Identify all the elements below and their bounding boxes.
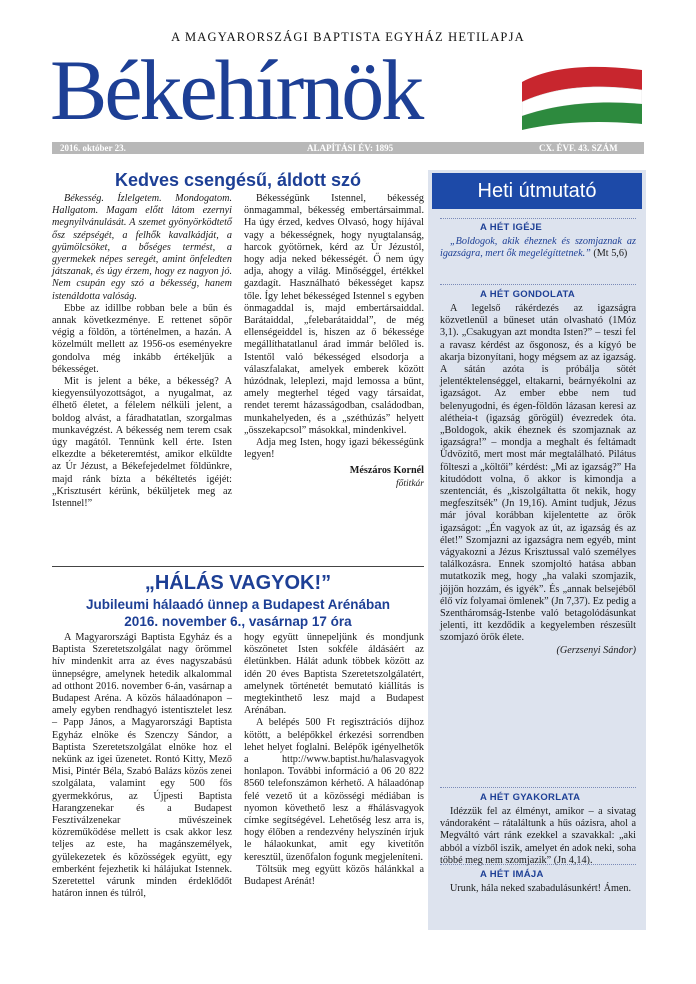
divider [440, 218, 636, 219]
article-column [244, 193, 424, 490]
article-column [52, 193, 232, 510]
issue-number: CX. ÉVF. 43. SZÁM [539, 143, 618, 153]
sidebar-author: (Gerzsenyi Sándor) [556, 644, 636, 656]
verse-text: „Boldogok, akik éheznek és szomjaznak az igazságra, mert ők megelégíttetnek.” [440, 236, 636, 260]
article-paragraph: Töltsük meg együtt közös hálánkkal a Budapest Arénát! [244, 863, 424, 888]
divider [52, 566, 424, 567]
tagline: A MAGYARORSZÁGI BAPTISTA EGYHÁZ HETILAPJA [171, 30, 525, 44]
divider [440, 864, 636, 865]
article-paragraph: Mit is jelent a béke, a békesség? A kiegyensúlyozottságot, a nyugalmat, az élhető életet, a félelem nélküli jelent, a boldog alvást, a fáradhatatlan, szorgalmas munkavégzést. A békesség nem terem csak úgy magától. Tennünk kell érte. Isten elkezdte a béketeremtést, amikor elküldte az Úr Jézust, a Békefejedelmet földünkre, majd ránk bízta a békéltetés igéjét: „Krisztusért kérünk, béküljetek meg az Istennel!” [52, 376, 232, 510]
article-paragraph: Ebbe az idillbe robban bele a bűn és annak következménye. E rettenet söpör végig a földön, a történelmen, a hazán. A közelmúlt mellett az 1956-os eseményekre gondolva még inkább értékeljük a békességet. [52, 302, 232, 375]
sidebar-section-text [440, 303, 636, 657]
sidebar-section-heading: A HÉT GONDOLATA [480, 289, 576, 300]
article-subtitle: Jubileumi hálaadó ünnep a Budapest Arénában [85, 597, 391, 612]
founded-year: ALAPÍTÁSI ÉV: 1895 [307, 143, 394, 153]
sidebar-paragraph: Idézzük fel az élményt, amikor – a sivatag vándoraként – rátaláltunk a hűs oázisra, ahol a Megváltó várt ránk ezekkel a szavakkal: „aki abból a vízből iszik, amelyet én adok neki, soha többé meg nem szomjazik” (Jn 4,14). [440, 806, 636, 866]
author-name: Mészáros Kornél [349, 465, 424, 477]
article-paragraph: hogy együtt ünnepeljünk és mondjunk köszönetet Isten sokféle áldásáért az életünkben. Hálát adunk többek között az idén 20 éves Baptista Szeretetszolgálatért, amelynek történetét bemutató kiállítás is megtekinthető lesz majd a Budapest Arénában. [244, 632, 424, 717]
article-paragraph: A Magyarországi Baptista Egyház és a Baptista Szeretetszolgálat nagy örömmel hív mindenkit arra az éves nagyszabású ünnepségre, amelynek hetedik alkalommal ad otthont 2016. november 6-án, vasárnap a Budapest Aréna. A közös hálaadónapon – amely egyben rendhagyó istentisztelet lesz – Papp János, a Magyarországi Baptista Egyház elnöke és Szenczy Sándor, a Baptista Szeretetszolgálat elnöke hoz el nekünk az igei üzenetet. Rontó Kitty, Mező Misi, Pintér Béla, Szabó Balázs közös zenei szolgálata, valamint egy 500 fős gyermekkórus, az Újpesti Baptista Harangzenekar és a Budapest Fesztiválzenekar művészeinek közreműködése mellett is csak akkor lesz teljes az este, ha magánszemélyek, gyülekezetek és közösségek együtt, egy emberként fejezhetik ki hálájukat Istennek. Szeretettel várunk minden érdeklődőt határon innen és túlról, [52, 632, 232, 900]
sidebar-title: Heti útmutató [432, 173, 642, 209]
verse-reference: (Mt 5,6) [593, 248, 628, 260]
article-paragraph: Adja meg Isten, hogy igazi békességünk legyen! [244, 437, 424, 461]
article-title: Kedves csengésű, áldott szó [114, 170, 362, 190]
sidebar-section-text [440, 806, 636, 867]
divider [440, 787, 636, 788]
article-title: „HÁLÁS VAGYOK!” [144, 572, 332, 594]
sidebar-paragraph: A legelső rákérdezés az igazságra közvetlenül a bűneset után olvasható (1Móz 3,1). „Csakugyan azt mondta Isten?” – teszi fel a ravasz kérdést az ősgonosz, és a kígyó be akarja bizonyítani, hogy mégsem az az igazság. A sátán azóta is próbálja sötét jelentéktelenséggel, eltakarni, beárnyékolni az igazságot. Az ember ebbe nem tud belenyugodni, és égen-földön lázasan keresi az alétheia-t (igazság görögül) évezredek óta. „Boldogok, akik éheznek és szomjaznak az igazságra!” – mondja a meghalt és feltámadt Üdvözítő, mert most már megtalálható. Pilátus fölteszi a „költői” kérdést: „Mi az igazság?” Ha kitudódott volna, ő akkor is kimondja a szentenciát, és „kiszolgáltatta őt nekik, hogy megfeszítsék” (Jn 19,16). Amint tudjuk, Jézus már jóval korábban kijelentette az örök igazságot: „Én vagyok az út, az igazság és az élet!” Szomjazni az igazságra nem egyéb, mint vágyakozni a Jézus Krisztussal való személyes találkozásra. Ennek szomjoltó hatása abban mutatkozik meg, hogy „ha valaki szomjazik, jöjjön hozzám, és igyék”. És „annak belsejéből élő víz folyamai ömlenek” (Jn 7,37). Ez pedig a Szentháromság-Istenbe való betagolódásunkat jelenti, itt kezdődik a kegyelemben részesült szomjazó örök élete. [440, 303, 636, 644]
sidebar-section-text [440, 883, 636, 895]
issue-info-bar [52, 142, 644, 154]
sidebar-section-text [440, 236, 636, 260]
article-subtitle: 2016. november 6., vasárnap 17 óra [124, 614, 352, 629]
article-paragraph: A belépés 500 Ft regisztrációs díjhoz kötött, a belépőkkel érkezési sorrendben lehet helyet foglalni. Belépők igényelhetők a http://www.baptist.hu/halasvagyok honlapon. További információ a 06 20 822 8560 telefonszámon kérhető. A hálaadónap felé vezető út a közösségi médiában is nyomon követhető lesz a #hálásvagyok címke segítségével. Lehetőség lesz arra is, hogy élőben a rendezvény helyszínén írjuk le hálaokunkat, amit egy kivetítőn keresztül, üzenőfalon fogunk megjeleníteni. [244, 717, 424, 863]
author-role: főtitkár [396, 478, 424, 489]
article-paragraph: Békességünk Istennel, békesség önmagammal, békesség embertársaimmal. Ha úgy érzed, kedves Olvasó, hogy híjával vagy a békességnek, hogy nyugtalanság, harcok gyötörnek, kérd az Úr Jézustól, hogy adja neked békességét. Ő nem úgy adja, ahogy a világ. Minőséggel, értékkel gazdagít. Használható békességet kapsz tőle. Így lehet békességed Istennel s egyben önmagaddal is, majd embertársaiddal. Barátaiddal, „felebarátaiddal”, de még ellenségeiddel is, hiszen az ő békessége megállíthatatlanul árad immár belőled is. Istentől való békességed elsodorja a válaszfalakat, amelyek emberek között húzódnak, leleplezi, majd lemossa a bűnt, amely megterhel téged vagy társaidat, rendet teremt házasságodban, családodban, munkahelyeden, és a „széthúzás” helyett „összekapcsol” másokkal, mindenkivel. [244, 193, 424, 436]
divider [440, 284, 636, 285]
hungarian-flag-icon [522, 64, 642, 130]
sidebar-paragraph: Urunk, hála neked szabadulásunkért! Ámen. [450, 883, 632, 894]
article-column [244, 632, 424, 888]
sidebar-section-heading: A HÉT IGÉJE [480, 222, 543, 233]
issue-date: 2016. október 23. [60, 143, 126, 153]
article-paragraph: Békesség. Ízlelgetem. Mondogatom. Hallgatom. Magam előtt látom ezernyi megnyilvánulását. A szemet gyönyörködtető ősz szépségét, a felhők kavalkádját, a gyümölcsöket, a bőséges termést, a gyermekek népes seregét, amint önfeledten játszanak, és úgy érzem, hogy ez nagyon jó. Nem csupán egy szó a békesség, hanem istenáldotta valóság. [52, 193, 232, 302]
sidebar-section-heading: A HÉT IMÁJA [480, 869, 544, 880]
sidebar-section-heading: A HÉT GYAKORLATA [480, 792, 581, 803]
article-column [52, 632, 232, 900]
masthead-logo: Békehírnök [50, 42, 422, 138]
